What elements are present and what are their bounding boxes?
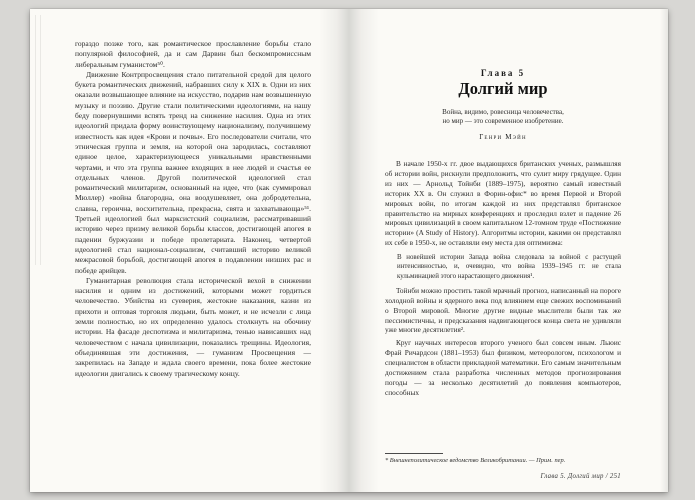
paragraph: Гуманитарная революция стала исторической вехой в снижении насилия и одним из достижений, которыми может гордиться человечество. Убийства из суеверия, жестокие наказания, казни из прихоти и оптовая торговля людьми, быть может, и не исчезли с лица земли полностью, но их определенно удалось столкнуть на обочину истории. На фасаде деспотизма и милитаризма, тенью нависавших над человечеством с начала цивилизации, показались трещины. Идеология, объединявшая эти достижения, — гуманизм Просвещения — закрепилась на Западе и ждала своего времени, пока более жестокие идеологии двигались к своему трагическому концу. <box>75 275 311 378</box>
page-footer: Глава 5. Долгий мир / 251 <box>540 473 621 480</box>
right-page-text <box>385 69 621 401</box>
epigraph-author: Генри Мэйн <box>479 132 527 141</box>
paragraph: В начале 1950-х гг. двое выдающихся британских ученых, размышляя об истории войн, рискнули предположить, что сулит миру грядущее. Один из них — Арнольд Тойнби (1889–1975), вероятно самый известный историк XX в. Он служил в Форин-офис* во время Первой и Второй мировых войн, по итогам каждой из них представлял британское правительство на мирных конференциях и проследил взлет и падение 26 мировых цивилизаций в своем капитальном 12-томном труде «Постижение истории» (A Study of History). Алгоритмы истории, какими он представлял их себе в 1950-х, не оставляли ему места для оптимизма: <box>385 159 621 248</box>
paragraph: Круг научных интересов второго ученого был совсем иным. Льюис Фрай Ричардсон (1881–1953) был физиком, метеорологом, психологом и специалистом в области прикладной математики. Его самым значительным достижением стала разработка численных методов прогнозирования погоды — за несколько десятилетий до появления компьютеров, способных <box>385 338 621 397</box>
paragraph: Тойнби можно простить такой мрачный прогноз, написанный на пороге холодной войны и ядерного века под влиянием еще свежих воспоминаний о Второй мировой. Многие другие видные мыслители были так же пессимистичны, и предсказания надвигающегося конца света не удивляли уже многие десятилетия². <box>385 285 621 335</box>
paragraph: гораздо позже того, как романтическое прославление борьбы стало популярной философией, да и сам Дарвин был бескомпромиссным либеральным гуманистом⁵⁰. <box>75 39 311 69</box>
footnote: * Внешнеполитическое ведомство Великобритании. — Прим. пер. <box>385 456 566 464</box>
paragraph: Движение Контрпросвещения стало питательной средой для целого букета романтических движений, набравших силу к XIX в. Одни из них оказали возвышающее влияние на искусство, подарив нам возвышенную музыку и поэзию. Другие стали политическими идеологиями, на нашу беду повернувшими вспять тренд на снижение насилия. Одна из этих идеологий придала форму воинствующему национализму, получившему известность как идея «Крови и почвы». Его последователи считали, что этническая группа и земля, на которой она зародилась, составляют единое целое, характеризующееся уникальными нравственными чертами, и что эта группа важнее входящих в нее людей и счастья ее отдельных членов. Другой политической идеологией стал романтический милитаризм, основанный на идее, что (как суммировал Мюллер) «война благородна, она воодушевляет, она добродетельна, славна, героична, восхитительна, прекрасна, свята и захватывающа»⁵¹. Третьей идеологией был марксистский социализм, рассматривавший историю через призму великой борьбы классов, достигающей апогея в падении буржуазии и победе пролетариата. Наконец, четвертой идеологией стал национал-социализм, считавший историю великой межрасовой борьбой, достигающей апогея в подавлении низших рас и победе арийцев. <box>75 69 311 275</box>
epigraph <box>398 108 608 142</box>
chapter-label: Глава 5 <box>480 68 526 78</box>
book-spread <box>30 9 668 492</box>
left-page-text <box>75 39 311 379</box>
right-page <box>349 9 668 492</box>
block-quote: В новейшей истории Запада война следовала за войной с растущей интенсивностью, и, очевидно, что война 1939–1945 гг. не стала кульминацией этого нарастающего движения¹. <box>397 254 621 280</box>
footnote-rule <box>385 453 443 454</box>
left-page <box>30 9 349 492</box>
footnote-area <box>385 453 621 465</box>
chapter-title: Долгий мир <box>458 78 548 98</box>
epigraph-line: но мир — это современное изобретение. <box>442 117 564 126</box>
epigraph-line: Война, видимо, ровесница человечества, <box>442 107 564 116</box>
